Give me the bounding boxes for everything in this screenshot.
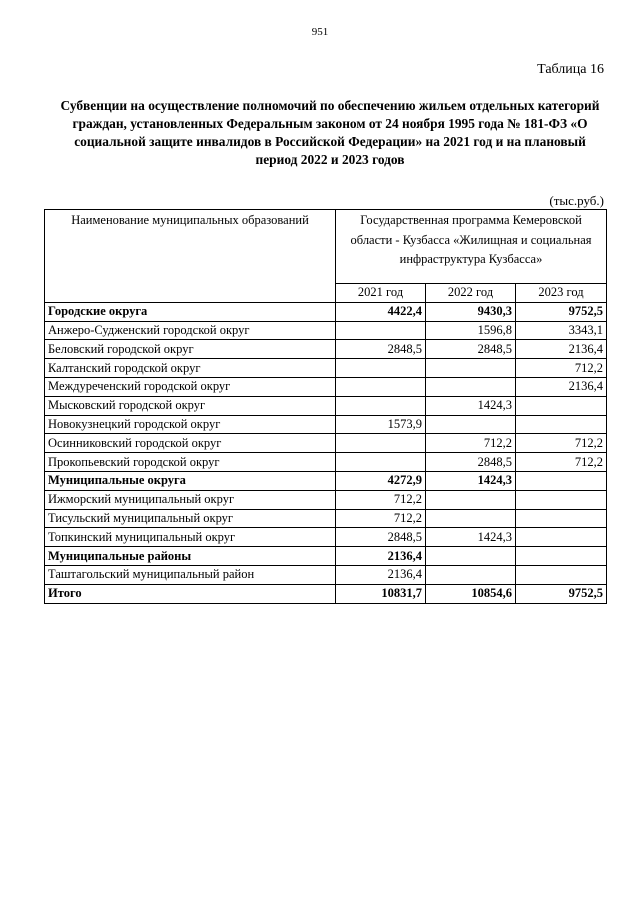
table-row (45, 471, 607, 490)
table-row (45, 528, 607, 547)
cell-municipality-name: Муниципальные районы (45, 547, 336, 566)
cell-value-2021: 1573,9 (336, 415, 426, 434)
cell-value-2023 (516, 547, 607, 566)
header-program: Государственная программа Кемеровской области - Кузбасса «Жилищная и социальная инфраструктура Кузбасса» (336, 210, 607, 284)
cell-municipality-name: Мысковский городской округ (45, 396, 336, 415)
header-year-2023: 2023 год (516, 284, 607, 303)
cell-value-2023: 3343,1 (516, 321, 607, 340)
table-row (45, 565, 607, 584)
cell-value-2023: 712,2 (516, 359, 607, 378)
cell-value-2023 (516, 415, 607, 434)
cell-value-2022 (426, 509, 516, 528)
table-row (45, 509, 607, 528)
cell-value-2022 (426, 547, 516, 566)
cell-value-2021 (336, 359, 426, 378)
page-number: 951 (311, 26, 329, 38)
cell-value-2021 (336, 434, 426, 453)
table-row (45, 377, 607, 396)
cell-value-2022 (426, 359, 516, 378)
cell-value-2023: 2136,4 (516, 377, 607, 396)
cell-value-2023 (516, 490, 607, 509)
cell-value-2023 (516, 396, 607, 415)
cell-municipality-name: Муниципальные округа (45, 471, 336, 490)
cell-value-2023 (516, 565, 607, 584)
cell-value-2022 (426, 415, 516, 434)
cell-value-2021: 712,2 (336, 509, 426, 528)
cell-value-2021 (336, 396, 426, 415)
cell-municipality-name: Тисульский муниципальный округ (45, 509, 336, 528)
cell-value-2022: 10854,6 (426, 584, 516, 603)
table-row (45, 434, 607, 453)
cell-value-2023: 712,2 (516, 434, 607, 453)
units-label: (тыс.руб.) (549, 193, 604, 208)
cell-municipality-name: Прокопьевский городской округ (45, 453, 336, 472)
cell-value-2021 (336, 321, 426, 340)
cell-value-2022: 2848,5 (426, 453, 516, 472)
cell-value-2022: 9430,3 (426, 302, 516, 321)
cell-value-2021: 10831,7 (336, 584, 426, 603)
table-row (45, 321, 607, 340)
document-title: Субвенции на осуществление полномочий по обеспечению жильем отдельных категорий граждан, установленных Федеральным законом от 24 ноября 1995 года № 181-ФЗ «О социальной защите инвалидов в Российской Федерации» на 2021 год и на плановый период 2022 и 2023 годов (60, 98, 600, 167)
table-row (45, 359, 607, 378)
cell-value-2023: 712,2 (516, 453, 607, 472)
table-row (45, 490, 607, 509)
table-row (45, 340, 607, 359)
cell-value-2021: 712,2 (336, 490, 426, 509)
cell-municipality-name: Таштагольский муниципальный район (45, 565, 336, 584)
table-body (45, 302, 607, 603)
cell-value-2022: 2848,5 (426, 340, 516, 359)
cell-value-2022: 1596,8 (426, 321, 516, 340)
cell-value-2021 (336, 453, 426, 472)
table-row (45, 584, 607, 603)
cell-value-2022: 1424,3 (426, 528, 516, 547)
cell-value-2021: 4422,4 (336, 302, 426, 321)
cell-value-2021: 4272,9 (336, 471, 426, 490)
cell-municipality-name: Городские округа (45, 302, 336, 321)
cell-value-2022 (426, 490, 516, 509)
cell-value-2023 (516, 471, 607, 490)
cell-value-2023: 9752,5 (516, 584, 607, 603)
subventions-table (44, 209, 607, 604)
cell-municipality-name: Осинниковский городской округ (45, 434, 336, 453)
cell-value-2023 (516, 528, 607, 547)
cell-municipality-name: Ижморский муниципальный округ (45, 490, 336, 509)
cell-value-2022 (426, 377, 516, 396)
cell-municipality-name: Анжеро-Судженский городской округ (45, 321, 336, 340)
cell-municipality-name: Топкинский муниципальный округ (45, 528, 336, 547)
cell-value-2022 (426, 565, 516, 584)
cell-value-2021: 2136,4 (336, 547, 426, 566)
table-row (45, 547, 607, 566)
header-year-2022: 2022 год (426, 284, 516, 303)
cell-value-2022: 1424,3 (426, 396, 516, 415)
cell-municipality-name: Новокузнецкий городской округ (45, 415, 336, 434)
cell-value-2022: 1424,3 (426, 471, 516, 490)
cell-value-2023: 2136,4 (516, 340, 607, 359)
table-row (45, 396, 607, 415)
cell-value-2021: 2848,5 (336, 528, 426, 547)
cell-municipality-name: Калтанский городской округ (45, 359, 336, 378)
cell-value-2023: 9752,5 (516, 302, 607, 321)
cell-municipality-name: Итого (45, 584, 336, 603)
header-municipality: Наименование муниципальных образований (45, 210, 336, 303)
cell-value-2023 (516, 509, 607, 528)
cell-municipality-name: Беловский городской округ (45, 340, 336, 359)
table-row (45, 453, 607, 472)
cell-value-2022: 712,2 (426, 434, 516, 453)
cell-municipality-name: Междуреченский городской округ (45, 377, 336, 396)
cell-value-2021: 2136,4 (336, 565, 426, 584)
cell-value-2021 (336, 377, 426, 396)
table-row (45, 415, 607, 434)
table-label: Таблица 16 (537, 62, 604, 77)
table-row (45, 302, 607, 321)
header-year-2021: 2021 год (336, 284, 426, 303)
cell-value-2021: 2848,5 (336, 340, 426, 359)
